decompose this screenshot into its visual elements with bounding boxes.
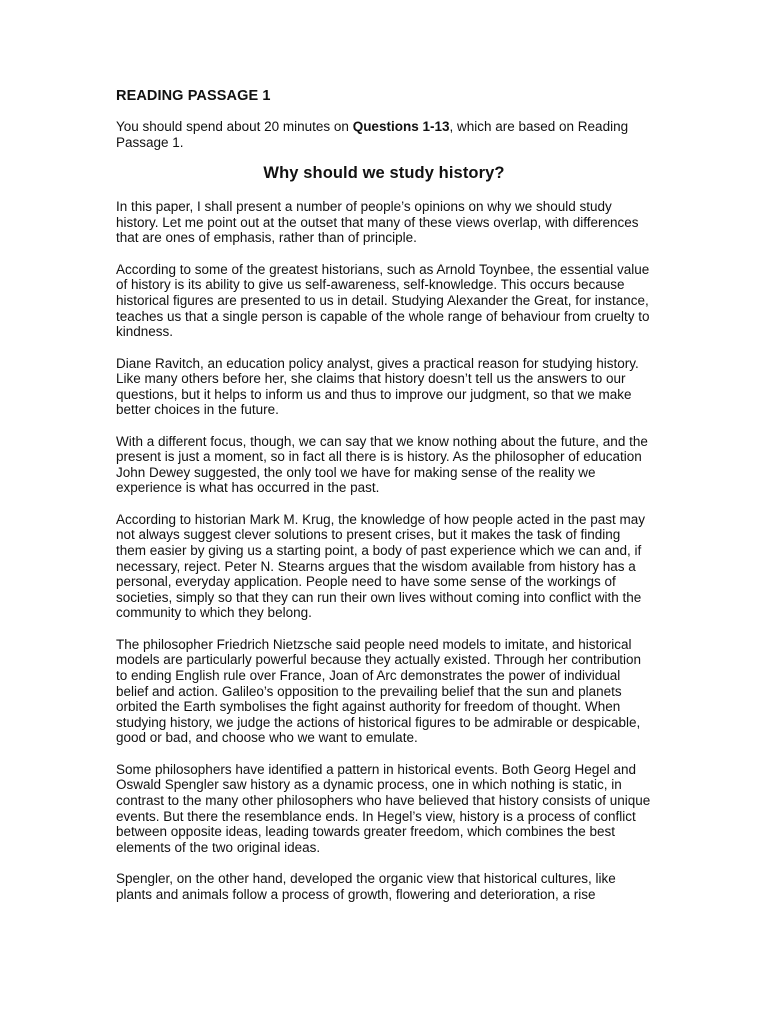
instructions-questions-range: Questions 1-13 [352,119,450,134]
section-title: READING PASSAGE 1 [116,88,271,104]
paragraph-5: According to historian Mark M. Krug, the knowledge of how people acted in the past may not always suggest clever solutions to present crises, but it makes the task of finding them easier by giving us a starting point, a body of past experience which we can and, if necessary, reject. Peter N. Stearns argues that the wisdom available from history has a personal, everyday application. People need to have some sense of the workings of societies, simply so that they can run their own lives without coming into conflict with the community to which they belong. [116,511,646,621]
paragraph-3: Diane Ravitch, an education policy analyst, gives a practical reason for studying history. Like many others before her, she claims that history doesn’t tell us the answers to our questions, but it helps to inform us and thus to improve our judgment, so that we make better choices in the future. [116,355,639,418]
passage-title: Why should we study history? [263,164,505,183]
paragraph-2: According to some of the greatest historians, such as Arnold Toynbee, the essential value of history is its ability to give us self-awareness, self-knowledge. This occurs because historical figures are presented to us in detail. Studying Alexander the Great, for instance, teaches us that a single person is capable of the whole range of behaviour from cruelty to kindness. [116,261,650,340]
paragraph-6: The philosopher Friedrich Nietzsche said people need models to imitate, and historical models are particularly powerful because they actually existed. Through her contribution to ending English rule over France, Joan of Arc demonstrates the power of individual belief and action. Galileo’s opposition to the prevailing belief that the sun and planets orbited the Earth symbolises the fight against authority for freedom of thought. When studying history, we judge the actions of historical figures to be admirable or despicable, good or bad, and choose who we want to emulate. [116,636,642,746]
paragraph-7: Some philosophers have identified a pattern in historical events. Both Georg Hegel and Oswald Spengler saw history as a dynamic process, one in which nothing is static, in contrast to the many other philosophers who have believed that history consists of unique events. But there the resemblance ends. In Hegel’s view, history is a process of conflict between opposite ideas, leading towards greater freedom, which combines the best elements of the two original ideas. [116,761,651,855]
paragraph-1: In this paper, I shall present a number of people’s opinions on why we should study history. Let me point out at the outset that many of these views overlap, with differences that are ones of emphasis, rather than of principle. [116,199,639,246]
paragraph-4: With a different focus, though, we can say that we know nothing about the future, and the present is just a moment, so in fact all there is is history. As the philosopher of education John Dewey suggested, the only tool we have for making sense of the reality we experience is what has occurred in the past. [116,433,648,496]
instructions-text-before: You should spend about 20 minutes on [116,119,353,134]
paragraph-8: Spengler, on the other hand, developed the organic view that historical cultures, like plants and animals follow a process of growth, flowering and deterioration, a rise [116,871,616,902]
instructions [116,119,652,150]
instructions-text-after: , which are based on Reading Passage 1. [116,119,629,150]
